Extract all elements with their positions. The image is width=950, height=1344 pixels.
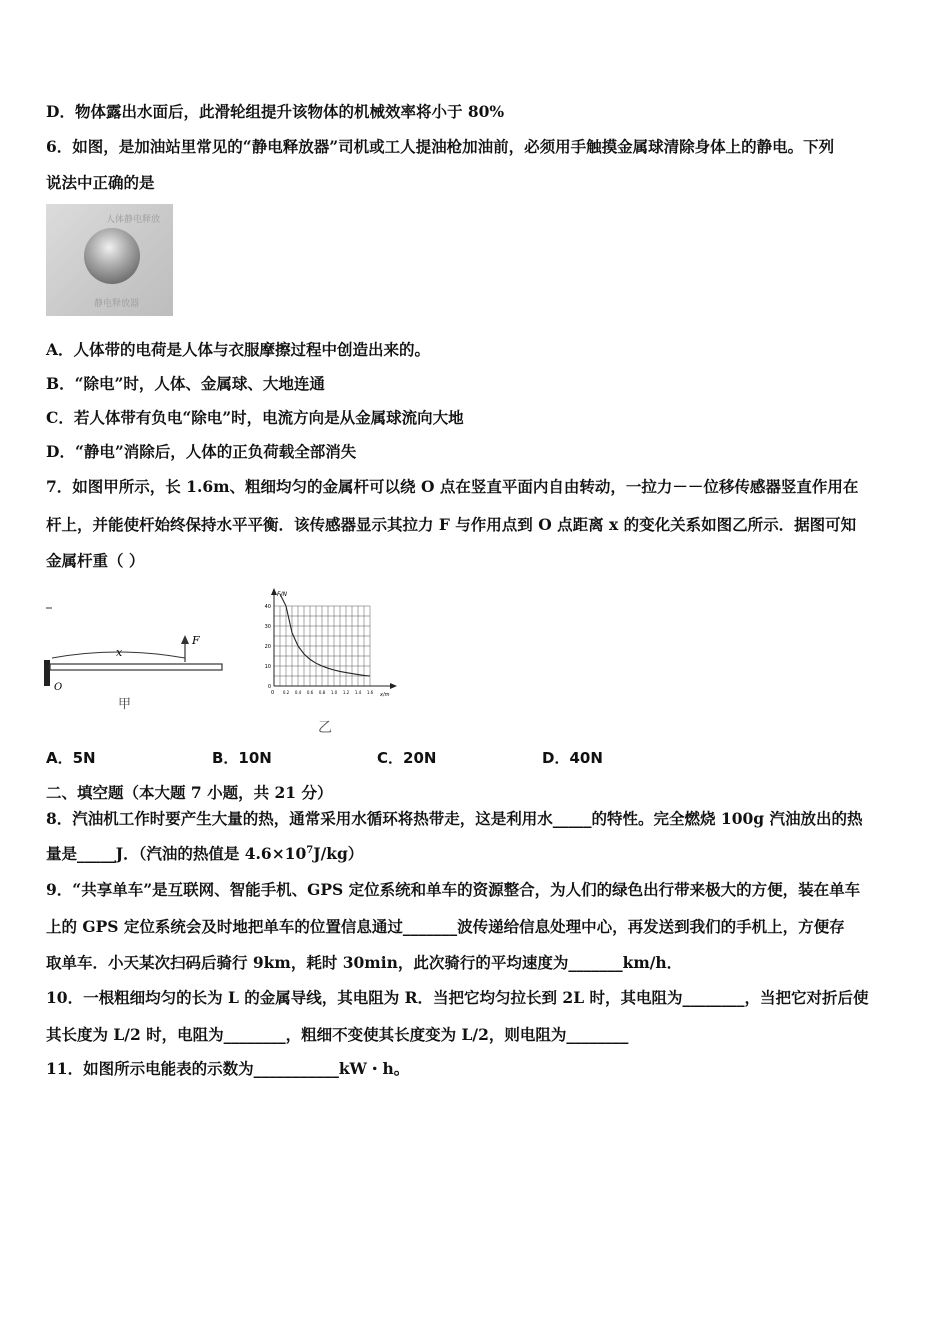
q7-stem-line2: 杆上，并能使杆始终保持水平平衡．该传感器显示其拉力 F 与作用点到 O 点距离 x 的变化关系如图乙所示．据图可知 bbox=[46, 515, 857, 534]
q6-stem-line1: 6．如图，是加油站里常见的“静电释放器”司机或工人提油枪加油前，必须用手触摸金属球清除身体上的静电。下列 bbox=[46, 137, 835, 156]
y-tick-label: 30 bbox=[264, 624, 271, 630]
wall bbox=[44, 660, 50, 686]
q7-option-c: C．20N bbox=[377, 749, 437, 767]
q6-option-a: A．人体带的电荷是人体与衣服摩擦过程中创造出来的。 bbox=[46, 340, 431, 359]
y-tick-label: 10 bbox=[264, 664, 271, 670]
y-axis-label: F/N bbox=[277, 591, 287, 598]
q10-stem-line1: 10．一根粗细均匀的长为 L 的金属导线，其电阻为 R．当把它均匀拉长到 2L 时，其电阻为________，当把它对折后使 bbox=[46, 988, 869, 1007]
photo-label-top: 人体静电释放 bbox=[106, 215, 161, 225]
section-2-heading: 二、填空题（本大题 7 小题，共 21 分） bbox=[46, 783, 333, 802]
figure-lever bbox=[40, 600, 230, 712]
q9-stem-line3: 取单车．小天某次扫码后骑行 9km，耗时 30min，此次骑行的平均速度为_______km/h． bbox=[46, 953, 683, 972]
y-tick-label: 0 bbox=[267, 684, 271, 690]
x-tick-label: 0.4 bbox=[294, 690, 302, 695]
y-tick-label: 20 bbox=[264, 644, 271, 650]
q7-option-a: A．5N bbox=[46, 749, 96, 767]
force-curve bbox=[280, 594, 370, 676]
q7-stem-line3: 金属杆重（ ） bbox=[46, 551, 145, 570]
x-tick-label: 1.4 bbox=[354, 690, 362, 695]
q8-stem-line2 bbox=[46, 844, 363, 864]
q6-option-d: D．“静电”消除后，人体的正负荷载全部消失 bbox=[46, 442, 357, 461]
q7-option-b: B．10N bbox=[212, 749, 272, 767]
photo-label-bottom: 静电释放器 bbox=[94, 299, 140, 309]
x-tick-label: 0.6 bbox=[306, 690, 314, 695]
metal-ball bbox=[84, 228, 140, 284]
x-axis-label: x/m bbox=[380, 692, 390, 698]
distance-label: x bbox=[116, 646, 123, 659]
force-arrow-head bbox=[181, 635, 189, 644]
x-tick-label: 0.2 bbox=[282, 690, 290, 695]
y-tick-label: 40 bbox=[264, 604, 271, 610]
x-tick-origin: 0 bbox=[271, 690, 275, 696]
q7-stem-line1: 7．如图甲所示，长 1.6m、粗细均匀的金属杆可以绕 O 点在竖直平面内自由转动，一拉力－－位移传感器竖直作用在 bbox=[46, 477, 859, 496]
figure-force-distance-chart bbox=[252, 586, 402, 738]
x-tick-label: 1.0 bbox=[330, 690, 338, 695]
figure-caption-yi: 乙 bbox=[318, 720, 332, 736]
q6-option-b: B．“除电”时，人体、金属球、大地连通 bbox=[46, 374, 325, 393]
pivot-label: O bbox=[54, 682, 63, 693]
static-discharger-photo bbox=[46, 204, 173, 316]
x-tick-label: 1.2 bbox=[342, 690, 350, 695]
q8-exponent: 7 bbox=[306, 844, 314, 856]
q6-option-c: C．若人体带有负电“除电”时，电流方向是从金属球流向大地 bbox=[46, 408, 464, 427]
q7-option-d: D．40N bbox=[542, 749, 603, 767]
q9-stem-line1: 9．“共享单车”是互联网、智能手机、GPS 定位系统和单车的资源整合，为人们的绿色出行带来极大的方便，装在单车 bbox=[46, 880, 861, 899]
figure-caption-jia: 甲 bbox=[118, 697, 132, 712]
q8-stem-line1: 8．汽油机工作时要产生大量的热，通常采用水循环将热带走，这是利用水_____的特性。完全燃烧 100g 汽油放出的热 bbox=[46, 809, 863, 828]
q10-stem-line2: 其长度为 L/2 时，电阻为________，粗细不变使其长度变为 L/2，则电阻为________ bbox=[46, 1025, 629, 1044]
q9-stem-line2: 上的 GPS 定位系统会及时地把单车的位置信息通过_______波传递给信息处理中心，再发送到我们的手机上，方便存 bbox=[46, 917, 845, 936]
q6-stem-line2: 说法中正确的是 bbox=[46, 173, 155, 192]
q11-stem: 11．如图所示电能表的示数为___________kW・h。 bbox=[46, 1059, 410, 1078]
q5-option-d: D．物体露出水面后，此滑轮组提升该物体的机械效率将小于 80% bbox=[46, 102, 505, 121]
x-tick-label: 1.6 bbox=[366, 690, 374, 695]
force-label: F bbox=[192, 634, 200, 647]
x-axis-arrow bbox=[390, 683, 397, 689]
x-tick-label: 0.8 bbox=[318, 690, 326, 695]
metal-rod bbox=[50, 664, 222, 670]
q8-line2-text: 量是_____J．（汽油的热值是 4.6×10 bbox=[46, 844, 307, 863]
q8-line2-unit: J/kg） bbox=[313, 844, 364, 863]
